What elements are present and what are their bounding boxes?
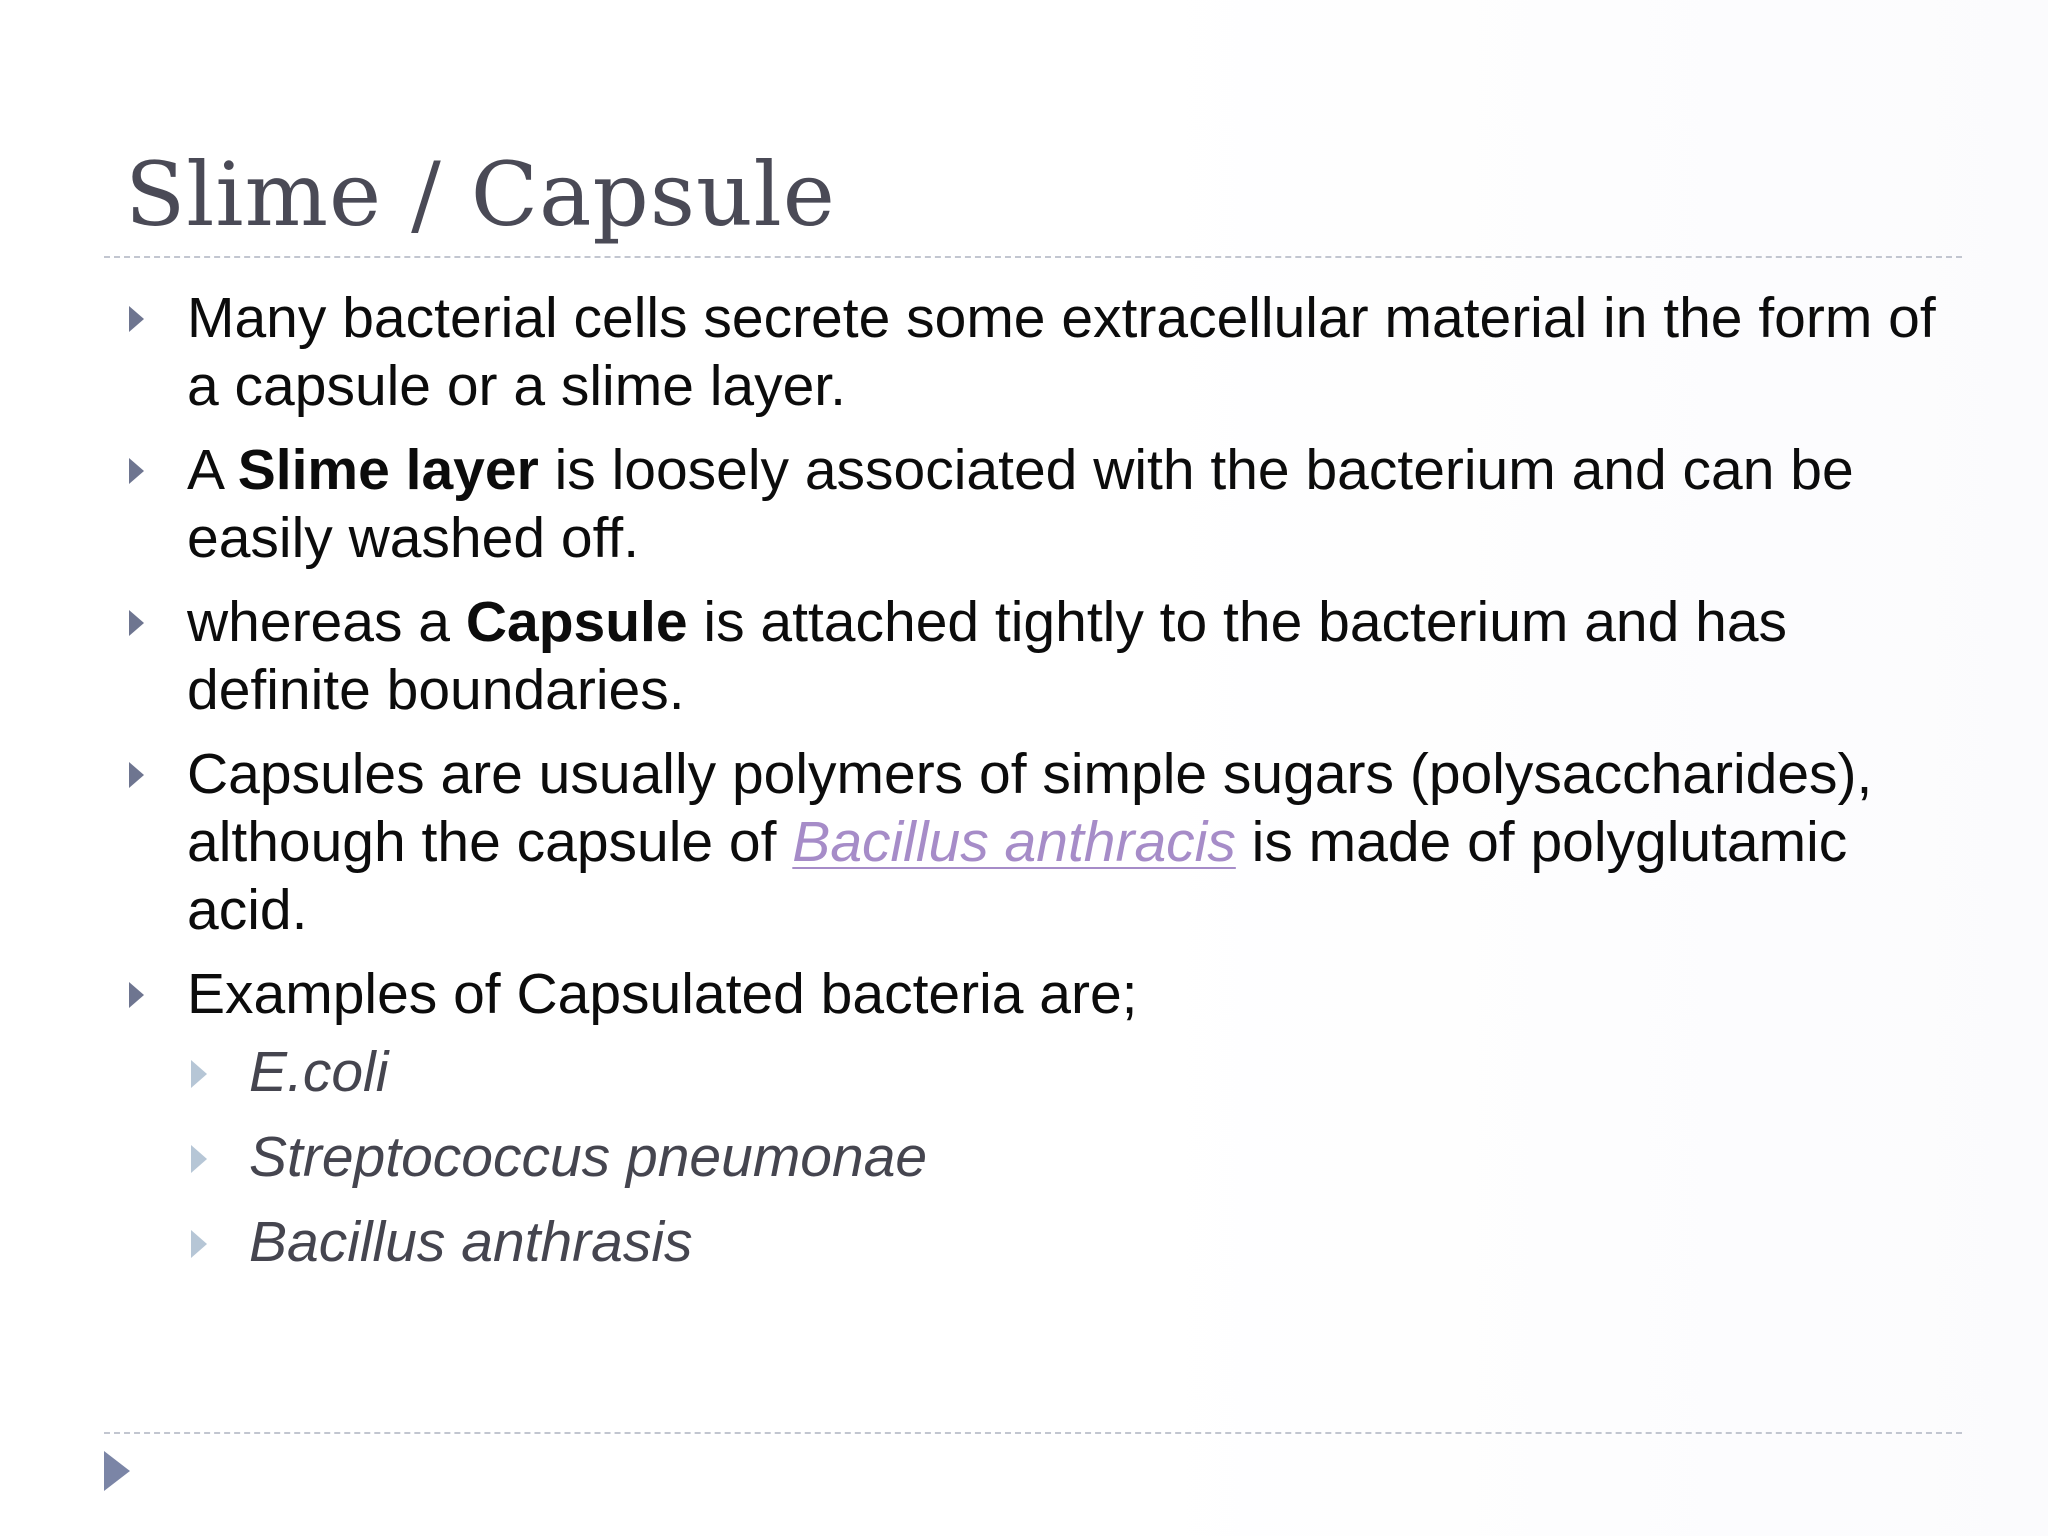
bullet-list [125,284,1945,1293]
sub-bullet-text: E.coli [249,1040,389,1104]
bullet-text: Examples of Capsulated bacteria are; [187,962,1138,1026]
slide-title: Slime / Capsule [125,143,836,246]
sub-bullet-item [187,1208,1945,1276]
sub-bullet-item [187,1038,1945,1106]
sub-bullet-item [187,1123,1945,1191]
footer-triangle-icon [104,1451,130,1491]
bullet-item [125,960,1945,1276]
title-divider [104,256,1962,258]
footer-divider [104,1432,1962,1434]
sub-bullet-list [187,1038,1945,1276]
sub-bullet-arrow-icon [191,1230,207,1258]
bullet-arrow-icon [129,610,144,636]
bullet-text-suffix: is loosely associated with the bacterium and can be easily washed off. [187,438,1854,570]
sub-bullet-text: Streptococcus pneumonae [249,1125,928,1189]
bullet-item [125,588,1945,724]
bullet-arrow-icon [129,982,144,1008]
bullet-text: Many bacterial cells secrete some extracellular material in the form of a capsule or a slime layer. [187,286,1936,418]
bullet-bold-term: Capsule [465,590,688,654]
bullet-item [125,740,1945,944]
bullet-item [125,284,1945,420]
bullet-bold-term: Slime layer [237,438,539,502]
bullet-text-prefix: whereas a [187,590,466,654]
bullet-text-suffix: is attached tightly to the bacterium and has definite boundaries. [187,590,1788,722]
bacillus-anthracis-link[interactable]: Bacillus anthracis [792,810,1236,874]
sub-bullet-arrow-icon [191,1145,207,1173]
bullet-text-suffix: is made of polyglutamic acid. [187,810,1848,942]
bullet-arrow-icon [129,306,144,332]
bullet-text-prefix: Capsules are usually polymers of simple sugars (polysaccharides), although the capsule of [187,742,1873,874]
bullet-item [125,436,1945,572]
bullet-arrow-icon [129,762,144,788]
bullet-arrow-icon [129,458,144,484]
sub-bullet-arrow-icon [191,1060,207,1088]
bullet-text-prefix: A [187,438,238,502]
sub-bullet-text: Bacillus anthrasis [249,1210,693,1274]
